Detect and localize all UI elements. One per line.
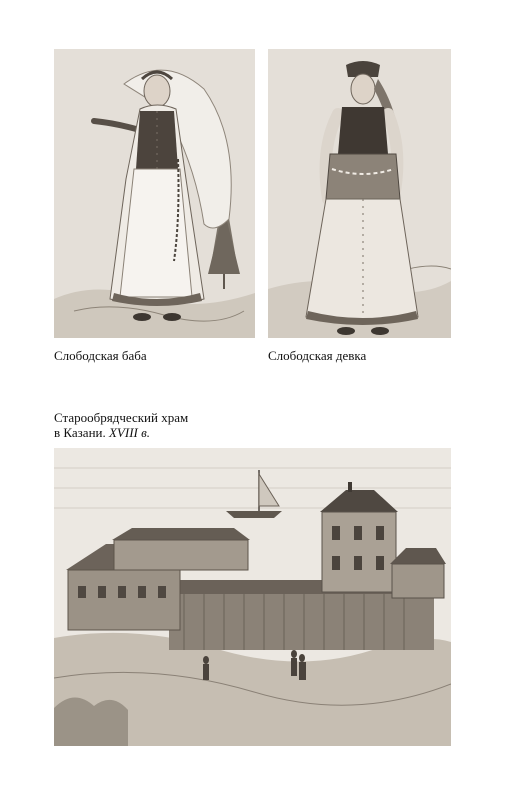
- caption-century: XVIII в.: [108, 425, 150, 440]
- illustration-old-believers-church: [54, 448, 451, 746]
- caption-sloboda-girl: Слободская девка: [268, 348, 367, 363]
- caption-location: в Казани.: [54, 425, 109, 440]
- caption-line-1: Старообрядческий храм: [54, 410, 189, 425]
- illustration-sloboda-woman: [54, 49, 255, 338]
- caption-old-believers-church: [54, 410, 188, 440]
- illustration-sloboda-girl: [268, 49, 451, 338]
- caption-line-2: [54, 425, 188, 440]
- caption-sloboda-woman: Слободская баба: [54, 348, 147, 363]
